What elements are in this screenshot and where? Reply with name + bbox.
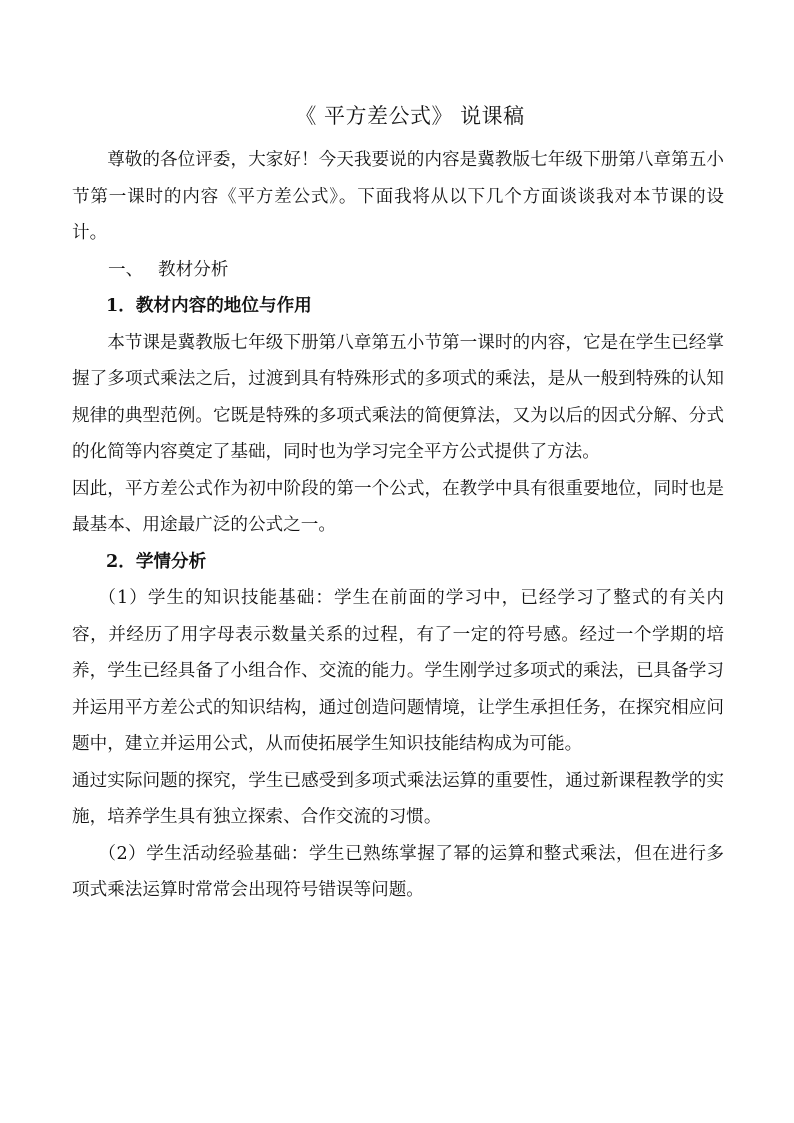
subsection-heading-1: 1．教材内容的地位与作用 bbox=[106, 295, 312, 316]
document-body bbox=[72, 142, 724, 909]
subsection-2-paragraph-1: （1）学生的知识技能基础：学生在前面的学习中，已经学习了整式的有关内容，并经历了用字母表示数量关系的过程，有了一定的符号感。经过一个学期的培养，学生已经具备了小组合作、交流的能力。学生刚学过多项式的乘法，已具备学习并运用平方差公式的知识结构，通过创造问题情境，让学生承担任务，在探究相应问题中，建立并运用公式，从而使拓展学生知识技能结构成为可能。 bbox=[72, 588, 724, 754]
intro-paragraph: 尊敬的各位评委，大家好！今天我要说的内容是冀教版七年级下册第八章第五小节第一课时的内容《平方差公式》。下面我将从以下几个方面谈谈我对本节课的设计。 bbox=[72, 150, 724, 243]
subsection-2-paragraph-3: （2）学生活动经验基础：学生已熟练掌握了幂的运算和整式乘法，但在进行多项式乘法运算时常常会出现符号错误等问题。 bbox=[72, 843, 724, 900]
section-heading-1 bbox=[72, 252, 724, 289]
subsection-1-paragraph-1: 本节课是冀教版七年级下册第八章第五小节第一课时的内容，它是在学生已经掌握了多项式乘法之后，过渡到具有特殊形式的多项式的乘法，是从一般到特殊的认知规律的典型范例。它既是特殊的多项式乘法的简便算法，又为以后的因式分解、分式的化简等内容奠定了基础，同时也为学习完全平方公式提供了方法。 bbox=[72, 332, 724, 462]
subsection-heading-2: 2．学情分析 bbox=[106, 550, 207, 572]
subsection-2-paragraph-2: 通过实际问题的探究，学生已感受到多项式乘法运算的重要性，通过新课程教学的实施，培养学生具有独立探索、合作交流的习惯。 bbox=[72, 770, 724, 827]
section-title: 教材分析 bbox=[158, 259, 229, 280]
document-title: 《 平方差公式》 说课稿 bbox=[295, 104, 525, 128]
subsection-1-paragraph-2: 因此，平方差公式作为初中阶段的第一个公式，在教学中具有很重要地位，同时也是最基本、用途最广泛的公式之一。 bbox=[72, 478, 724, 535]
section-number: 一、 bbox=[108, 259, 144, 280]
